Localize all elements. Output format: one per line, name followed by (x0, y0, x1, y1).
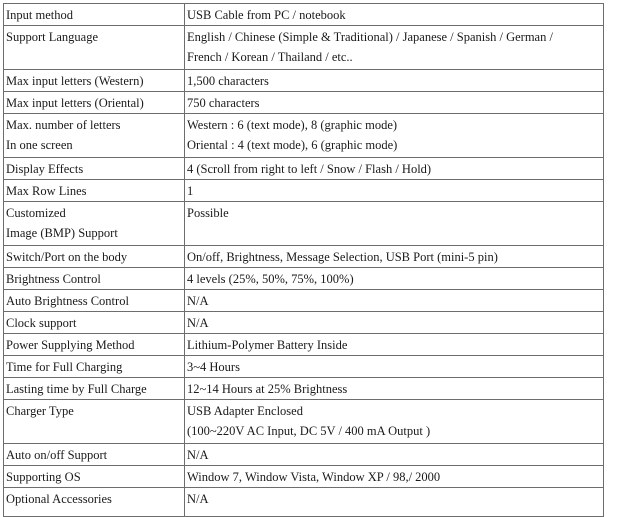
label-line: Lasting time by Full Charge (6, 382, 147, 396)
row-value (185, 312, 604, 334)
value-line: Oriental : 4 (text mode), 6 (graphic mode) (187, 138, 398, 152)
row-value (185, 92, 604, 114)
table-row (4, 158, 604, 180)
table-row (4, 180, 604, 202)
value-line: Window 7, Window Vista, Window XP / 98,/ 2000 (187, 470, 441, 484)
row-label (4, 246, 185, 268)
row-value (185, 356, 604, 378)
label-line: Switch/Port on the body (6, 250, 128, 264)
row-label (4, 290, 185, 312)
value-line: N/A (187, 492, 209, 506)
table-row (4, 70, 604, 92)
label-line: Max Row Lines (6, 184, 87, 198)
label-line: Charger Type (6, 404, 74, 418)
row-value (185, 378, 604, 400)
row-label (4, 202, 185, 246)
table-row (4, 246, 604, 268)
row-value (185, 180, 604, 202)
value-line: 3~4 Hours (187, 360, 240, 374)
row-value (185, 70, 604, 92)
label-line: Clock support (6, 316, 77, 330)
label-line: Max. number of letters (6, 118, 121, 132)
label-line: Max input letters (Oriental) (6, 96, 144, 110)
spec-table (3, 3, 604, 517)
value-line: 12~14 Hours at 25% Brightness (187, 382, 348, 396)
label-line: Brightness Control (6, 272, 101, 286)
row-label (4, 378, 185, 400)
value-line: USB Cable from PC / notebook (187, 8, 346, 22)
value-line: Possible (187, 206, 229, 220)
table-row (4, 92, 604, 114)
value-line: N/A (187, 448, 209, 462)
table-row (4, 312, 604, 334)
table-row (4, 466, 604, 488)
row-value (185, 466, 604, 488)
label-line: Support Language (6, 30, 98, 44)
value-line: 1 (187, 184, 194, 198)
label-line: Time for Full Charging (6, 360, 123, 374)
table-row (4, 4, 604, 26)
row-label (4, 444, 185, 466)
row-value (185, 268, 604, 290)
row-label (4, 400, 185, 444)
table-row (4, 334, 604, 356)
value-line: (100~220V AC Input, DC 5V / 400 mA Output ) (187, 424, 431, 438)
label-line: Supporting OS (6, 470, 81, 484)
value-line: 4 levels (25%, 50%, 75%, 100%) (187, 272, 354, 286)
table-row (4, 26, 604, 70)
value-line: N/A (187, 316, 209, 330)
row-value (185, 202, 604, 246)
label-line: Optional Accessories (6, 492, 112, 506)
label-line: In one screen (6, 138, 73, 152)
spec-table-body (4, 4, 604, 517)
row-label (4, 268, 185, 290)
row-value (185, 334, 604, 356)
value-line: 1,500 characters (187, 74, 269, 88)
value-line: French / Korean / Thailand / etc.. (187, 50, 353, 64)
row-label (4, 4, 185, 26)
table-row (4, 202, 604, 246)
row-label (4, 488, 185, 517)
row-value (185, 400, 604, 444)
label-line: Max input letters (Western) (6, 74, 144, 88)
row-label (4, 312, 185, 334)
value-line: N/A (187, 294, 209, 308)
value-line: Lithium-Polymer Battery Inside (187, 338, 348, 352)
value-line: English / Chinese (Simple & Traditional) / Japanese / Spanish / German / (187, 30, 553, 44)
row-label (4, 158, 185, 180)
table-row (4, 290, 604, 312)
row-label (4, 70, 185, 92)
table-row (4, 378, 604, 400)
row-label (4, 466, 185, 488)
table-row (4, 268, 604, 290)
row-label (4, 92, 185, 114)
row-value (185, 290, 604, 312)
value-line: 750 characters (187, 96, 260, 110)
table-row (4, 356, 604, 378)
label-line: Image (BMP) Support (6, 226, 118, 240)
value-line: USB Adapter Enclosed (187, 404, 303, 418)
table-row (4, 400, 604, 444)
row-value (185, 26, 604, 70)
row-value (185, 246, 604, 268)
label-line: Input method (6, 8, 74, 22)
row-label (4, 334, 185, 356)
row-value (185, 444, 604, 466)
label-line: Power Supplying Method (6, 338, 135, 352)
label-line: Display Effects (6, 162, 84, 176)
label-line: Auto Brightness Control (6, 294, 129, 308)
value-line: Western : 6 (text mode), 8 (graphic mode) (187, 118, 398, 132)
row-value (185, 4, 604, 26)
row-label (4, 114, 185, 158)
table-row (4, 488, 604, 517)
table-row (4, 114, 604, 158)
row-value (185, 488, 604, 517)
value-line: On/off, Brightness, Message Selection, USB Port (mini-5 pin) (187, 250, 498, 264)
row-label (4, 356, 185, 378)
row-value (185, 114, 604, 158)
label-line: Auto on/off Support (6, 448, 108, 462)
row-label (4, 26, 185, 70)
value-line: 4 (Scroll from right to left / Snow / Flash / Hold) (187, 162, 432, 176)
label-line: Customized (6, 206, 66, 220)
row-label (4, 180, 185, 202)
row-value (185, 158, 604, 180)
table-row (4, 444, 604, 466)
